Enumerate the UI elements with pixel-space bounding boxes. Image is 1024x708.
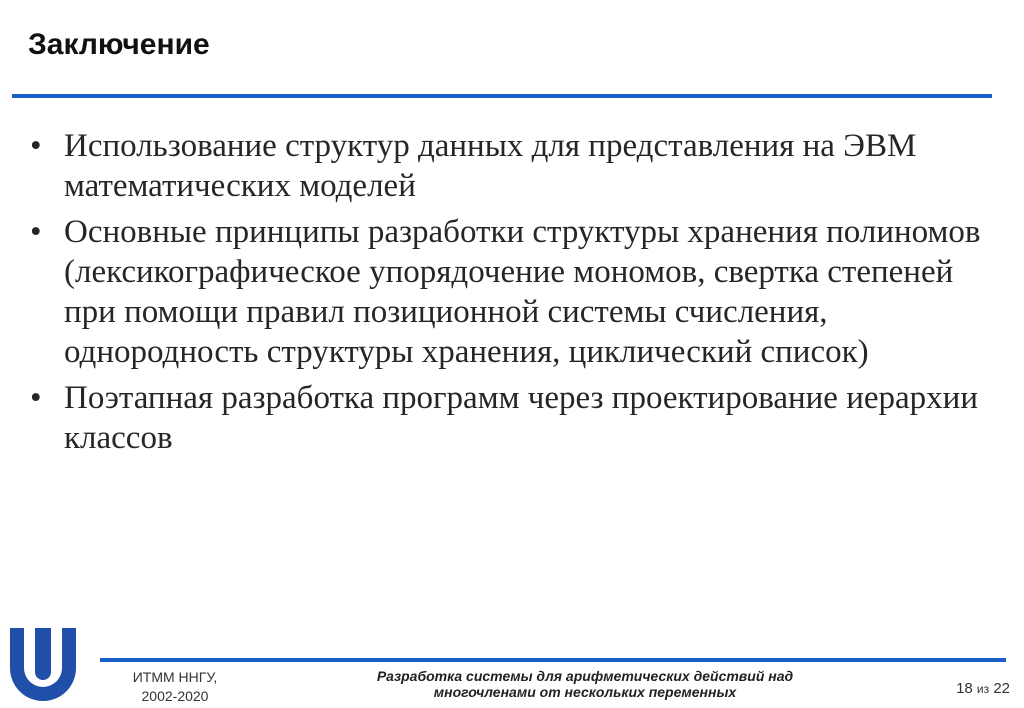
title-divider bbox=[12, 94, 992, 98]
footer-course-line: Разработка системы для арифметических действий над bbox=[376, 668, 794, 684]
university-logo-icon bbox=[4, 624, 82, 702]
footer-course-line: многочленами от нескольких переменных bbox=[433, 684, 737, 700]
page-current: 18 bbox=[956, 680, 973, 697]
bullet-marker: • bbox=[30, 128, 42, 164]
footer-org-name: ИТММ ННГУ, bbox=[132, 669, 218, 685]
footer-org-years: 2002-2020 bbox=[141, 688, 209, 704]
bullet-marker: • bbox=[30, 380, 42, 416]
list-item bbox=[30, 378, 990, 458]
list-item bbox=[30, 212, 990, 372]
slide-title: Заключение bbox=[28, 28, 210, 61]
footer-course-title bbox=[330, 668, 840, 700]
bullet-text: Поэтапная разработка программ через проектирование иерархии классов bbox=[64, 380, 978, 456]
page-number bbox=[920, 680, 1010, 697]
page-total: 22 bbox=[993, 680, 1010, 697]
bullet-text: Использование структур данных для представления на ЭВМ математических моделей bbox=[64, 128, 917, 204]
bullet-marker: • bbox=[30, 214, 42, 250]
bullet-list bbox=[30, 126, 990, 464]
footer-organization bbox=[100, 668, 250, 706]
footer-divider bbox=[100, 658, 1006, 662]
list-item bbox=[30, 126, 990, 206]
page-separator: из bbox=[976, 682, 990, 696]
bullet-text: Основные принципы разработки структуры хранения полиномов (лексикографическое упорядочение мономов, свертка степеней при помощи правил позиционной системы счисления, однородность структуры хранения, циклический список) bbox=[64, 214, 981, 370]
